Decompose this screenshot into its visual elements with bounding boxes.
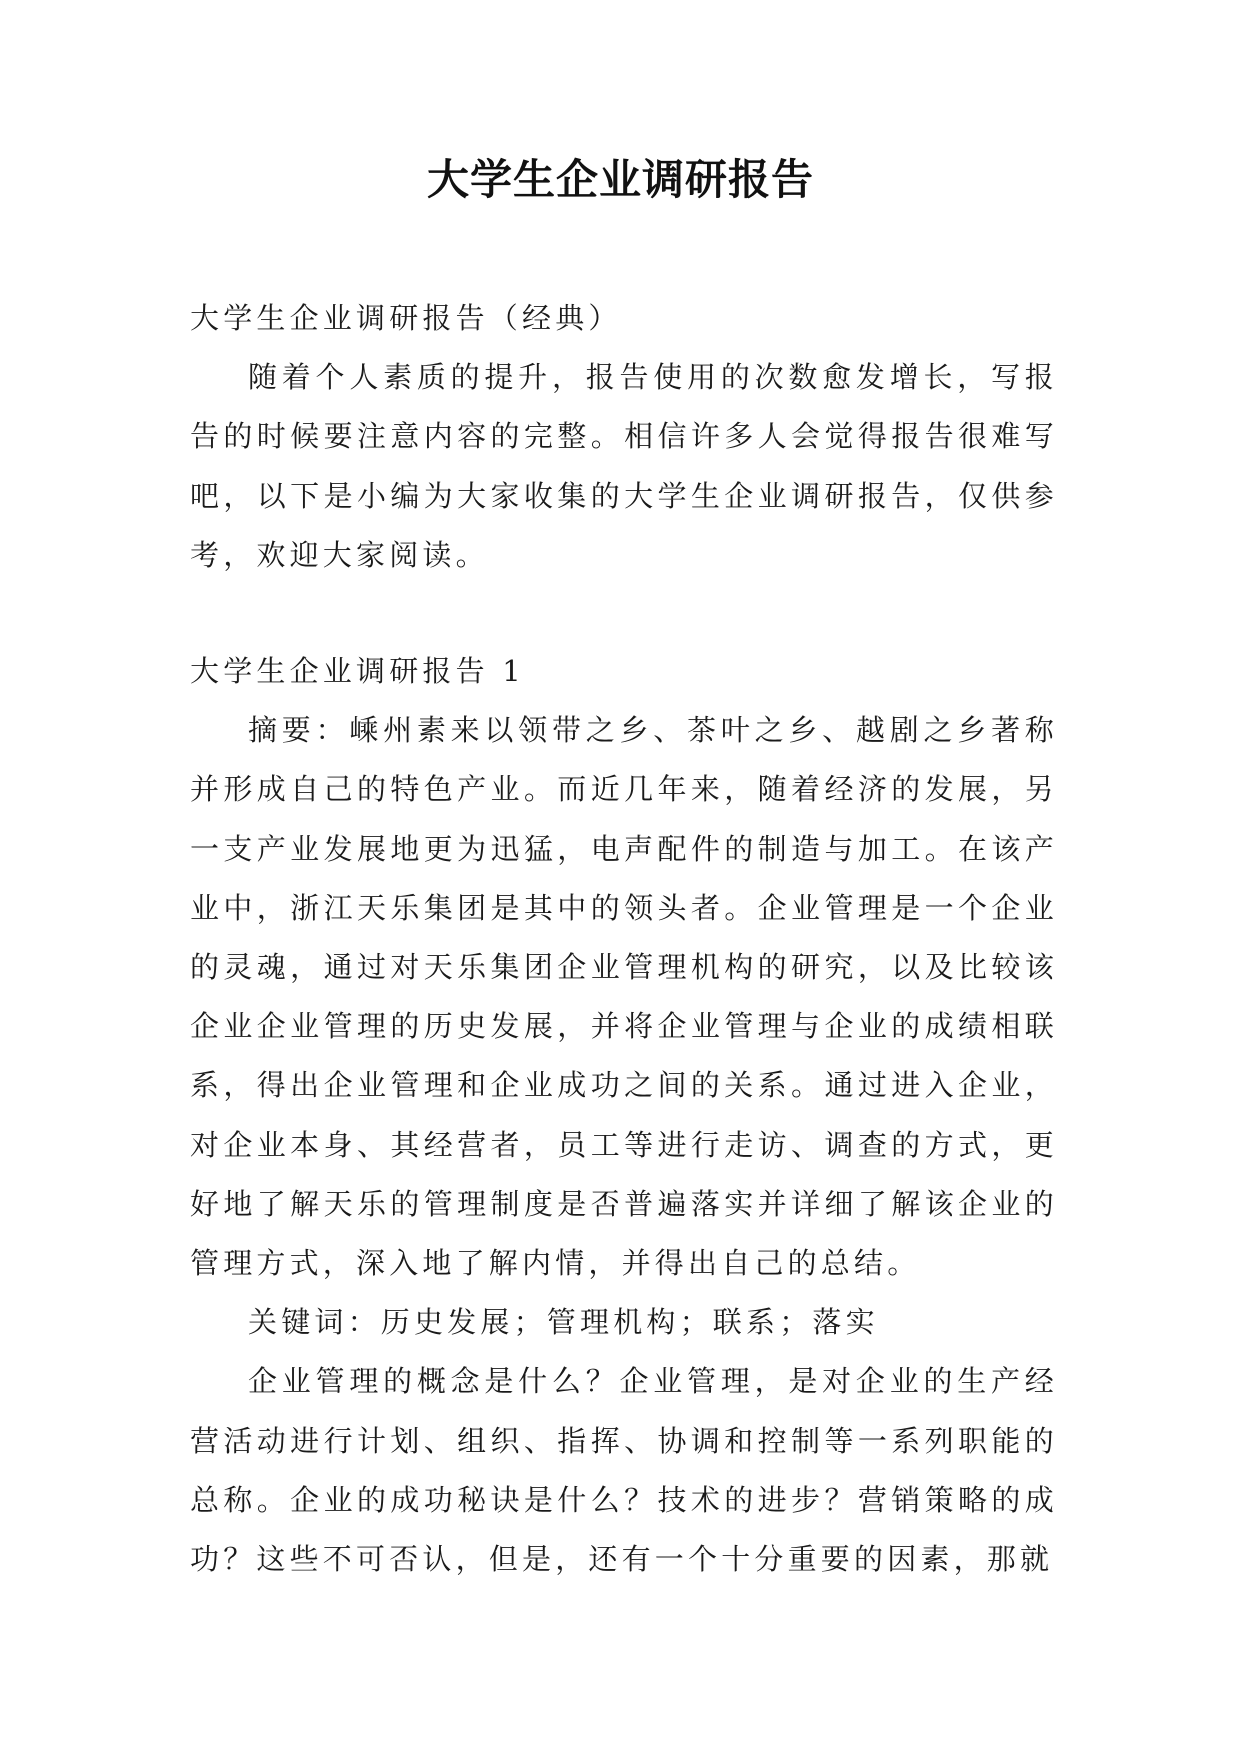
body-paragraph: 企业管理的概念是什么？企业管理，是对企业的生产经营活动进行计划、组织、指挥、协调和控制等一系列职能的总称。企业的成功秘诀是什么？技术的进步？营销策略的成功？这些不可否认，但是，还有一个十分重要的因素，那就 <box>190 1364 1058 1577</box>
intro-paragraph: 随着个人素质的提升，报告使用的次数愈发增长，写报告的时候要注意内容的完整。相信许多人会觉得报告很难写吧，以下是小编为大家收集的大学生企业调研报告，仅供参考，欢迎大家阅读。 <box>190 360 1058 572</box>
section-1-heading: 大学生企业调研报告 1 <box>190 654 525 688</box>
intro-section <box>190 289 1058 585</box>
document-title: 大学生企业调研报告 <box>426 155 814 204</box>
document-subtitle: 大学生企业调研报告（经典） <box>190 301 622 335</box>
keywords-line: 关键词：历史发展；管理机构；联系；落实 <box>248 1305 879 1340</box>
abstract-paragraph: 摘要：嵊州素来以领带之乡、茶叶之乡、越剧之乡著称并形成自己的特色产业。而近几年来，随着经济的发展，另一支产业发展地更为迅猛，电声配件的制造与加工。在该产业中，浙江天乐集团是其中的领头者。企业管理是一个企业的灵魂，通过对天乐集团企业管理机构的研究，以及比较该企业企业管理的历史发展，并将企业管理与企业的成绩相联系，得出企业管理和企业成功之间的关系。通过进入企业，对企业本身、其经营者，员工等进行走访、调查的方式，更好地了解天乐的管理制度是否普遍落实并详细了解该企业的管理方式，深入地了解内情，并得出自己的总结。 <box>190 713 1058 1281</box>
section-1 <box>190 642 1058 1589</box>
